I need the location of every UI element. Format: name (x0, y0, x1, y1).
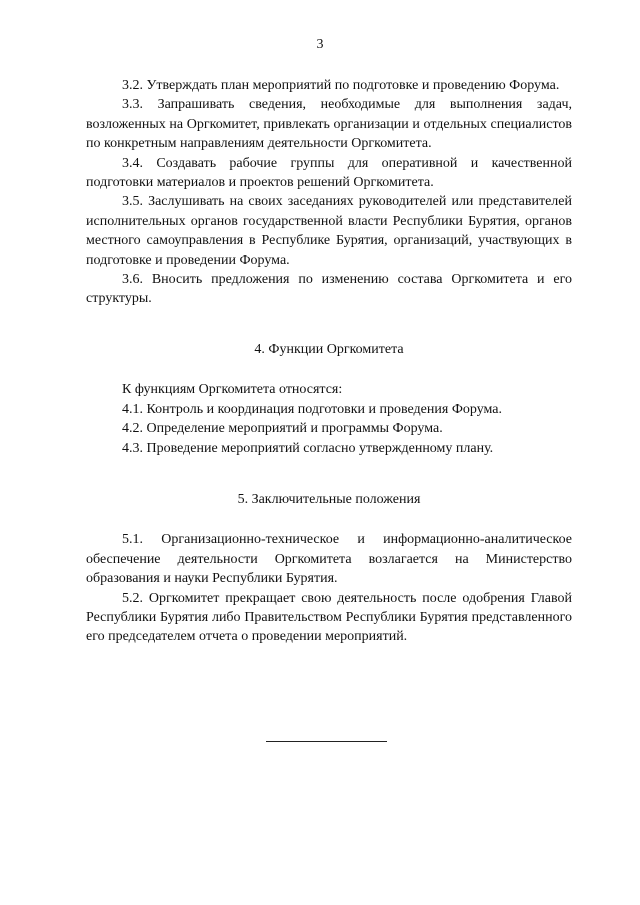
clause-4-3: 4.3. Проведение мероприятий согласно утвержденному плану. (122, 440, 494, 456)
page-number: 3 (316, 37, 324, 52)
section-4-heading: 4. Функции Оргкомитета (254, 341, 404, 357)
clause-4-1: 4.1. Контроль и координация подготовки и проведения Форума. (122, 401, 502, 417)
clause-5-2: 5.2. Оргкомитет прекращает свою деятельность после одобрения Главой Республики Бурятия либо Правительством Республики Бурятия представленного его председателем отчета о проведении мероприятий. (86, 590, 572, 645)
clause-3-5: 3.5. Заслушивать на своих заседаниях руководителей или представителей исполнительных органов государственной власти Республики Бурятия, органов местного самоуправления в Республике Бурятия, организаций, участвующих в подготовке и проведении Форума. (86, 194, 572, 268)
clause-5-1: 5.1. Организационно-техническое и информационно-аналитическое обеспечение деятельности Оргкомитета возлагается на Министерство образования и науки Республики Бурятия. (86, 532, 572, 587)
clause-3-4: 3.4. Создавать рабочие группы для оперативной и качественной подготовки материалов и проектов решений Оргкомитета. (86, 155, 572, 191)
clause-3-3: 3.3. Запрашивать сведения, необходимые для выполнения задач, возложенных на Оргкомитет, привлекать организации и отдельных специалистов по конкретным направлениям деятельности Оргкомитета. (86, 97, 572, 152)
document-body (86, 76, 572, 647)
clause-3-2: 3.2. Утверждать план мероприятий по подготовке и проведению Форума. (122, 78, 560, 93)
clause-3-6: 3.6. Вносить предложения по изменению состава Оргкомитета и его структуры. (86, 272, 572, 307)
closing-divider (266, 741, 387, 742)
section-4-lead: К функциям Оргкомитета относятся: (122, 382, 343, 398)
clause-4-2: 4.2. Определение мероприятий и программы Форума. (122, 421, 443, 437)
section-5-heading: 5. Заключительные положения (237, 491, 421, 507)
